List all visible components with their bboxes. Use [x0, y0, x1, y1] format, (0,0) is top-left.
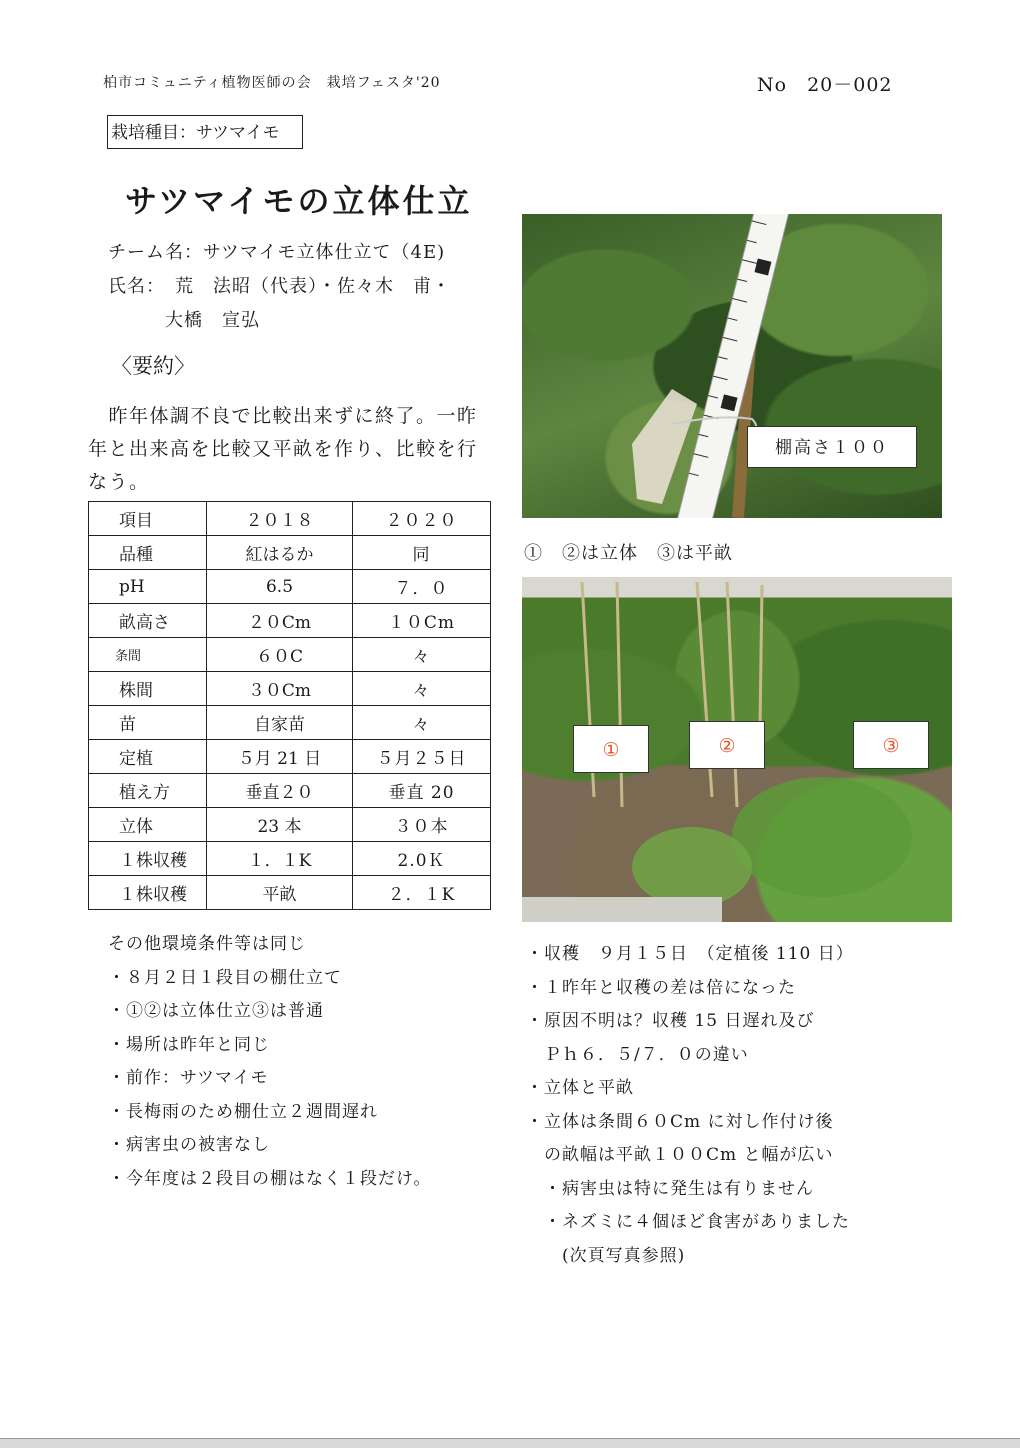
note-line: Ｐｈ６．５/７．０の違い: [526, 1044, 749, 1065]
note-line: ・１昨年と収穫の差は倍になった: [526, 977, 796, 998]
table-row: [89, 808, 491, 842]
plot-2-marker: ②: [689, 721, 765, 769]
table-cell: ７．０: [353, 570, 491, 604]
table-cell: 々: [353, 638, 491, 672]
table-cell: pH: [89, 570, 207, 604]
table-row: [89, 502, 491, 536]
table-cell: ２．１K: [353, 876, 491, 910]
note-line: ・長梅雨のため棚仕立２週間遅れ: [108, 1101, 378, 1122]
table-cell: ２０１８: [207, 502, 353, 536]
table-cell: 条間: [89, 638, 207, 672]
measuring-tape-illustration: [522, 214, 942, 518]
table-cell: １株収穫: [89, 842, 207, 876]
table-cell: 紅はるか: [207, 536, 353, 570]
table-row: [89, 706, 491, 740]
trellis-height-photo: [522, 214, 942, 518]
table-cell: ２０２０: [353, 502, 491, 536]
document-number: No 20－002: [757, 74, 893, 96]
table-row: [89, 876, 491, 910]
table-row: [89, 774, 491, 808]
note-line: その他環境条件等は同じ: [108, 934, 306, 954]
note-line: の畝幅は平畝１００Cm と幅が広い: [526, 1145, 834, 1165]
summary-heading: 〈要約〉: [111, 354, 195, 378]
member-names-cont: 大橋 宣弘: [165, 310, 260, 331]
table-cell: 々: [353, 706, 491, 740]
note-line: ・原因不明は？収穫 15 日遅れ及び: [526, 1011, 815, 1031]
note-line: ・立体と平畝: [526, 1078, 634, 1098]
table-cell: 23 本: [207, 808, 353, 842]
table-cell: 々: [353, 672, 491, 706]
table-cell: １株収穫: [89, 876, 207, 910]
table-cell: 植え方: [89, 774, 207, 808]
table-cell: ３０本: [353, 808, 491, 842]
table-cell: 2.0Ｋ: [353, 842, 491, 876]
table-row: [89, 536, 491, 570]
table-cell: 株間: [89, 672, 207, 706]
note-line: ・病害虫の被害なし: [108, 1135, 270, 1155]
table-cell: 6.5: [207, 570, 353, 604]
note-line: ・立体は条間６０Cm に対し作付け後: [526, 1111, 834, 1132]
note-line: ・病害虫は特に発生は有りません: [526, 1178, 814, 1199]
table-cell: 定植: [89, 740, 207, 774]
photo-caption: ① ②は立体 ③は平畝: [524, 543, 733, 564]
table-cell: 自家苗: [207, 706, 353, 740]
summary-text: [88, 400, 478, 499]
table-cell: ２０Cm: [207, 604, 353, 638]
note-line: ・前作：サツマイモ: [108, 1068, 269, 1088]
table-cell: 畝高さ: [89, 604, 207, 638]
plot-comparison-photo: [522, 577, 952, 922]
table-cell: 同: [353, 536, 491, 570]
note-line: ・①②は立体仕立③は普通: [108, 1001, 324, 1021]
team-name: チーム名：サツマイモ立体仕立て（4E): [108, 242, 446, 263]
note-line: ・８月２日１段目の棚仕立て: [108, 967, 342, 988]
table-row: [89, 638, 491, 672]
table-cell: 苗: [89, 706, 207, 740]
table-cell: １．１K: [207, 842, 353, 876]
summary-line: 年と出来高を比較又平畝を作り、比較を行: [88, 438, 478, 460]
table-cell: 平畝: [207, 876, 353, 910]
note-line: ・今年度は２段目の棚はなく１段だけ。: [108, 1168, 432, 1189]
summary-line: 昨年体調不良で比較出来ずに終了。一昨: [88, 405, 478, 427]
table-row: [89, 740, 491, 774]
plot-1-marker: ①: [573, 725, 649, 773]
crop-type-box: 栽培種目：サツマイモ: [107, 115, 303, 149]
plot-3-marker: ③: [853, 721, 929, 769]
table-cell: 垂直２０: [207, 774, 353, 808]
table-row: [89, 842, 491, 876]
harvest-notes: [526, 938, 854, 1273]
table-cell: ５月 21 日: [207, 740, 353, 774]
table-cell: 垂直 20: [353, 774, 491, 808]
trellis-height-label: 棚高さ１００: [747, 426, 917, 468]
note-line: (次頁写真参照): [526, 1245, 686, 1266]
member-names: 氏名： 荒 法昭（代表）・佐々木 甫・: [108, 276, 451, 297]
table-cell: ３０Cm: [207, 672, 353, 706]
conditions-notes: [108, 928, 431, 1196]
table-cell: 品種: [89, 536, 207, 570]
note-line: ・場所は昨年と同じ: [108, 1034, 270, 1055]
table-cell: 項目: [89, 502, 207, 536]
table-cell: ５月２５日: [353, 740, 491, 774]
table-row: [89, 604, 491, 638]
table-row: [89, 672, 491, 706]
table-cell: 立体: [89, 808, 207, 842]
page-title: サツマイモの立体仕立: [125, 182, 473, 220]
header-organization: 柏市コミュニティ植物医師の会 栽培フェスタ'20: [103, 75, 441, 91]
comparison-table: [88, 501, 491, 910]
table-cell: １０Cm: [353, 604, 491, 638]
table-cell: ６０C: [207, 638, 353, 672]
note-line: ・ネズミに４個ほど食害がありました: [526, 1212, 850, 1232]
summary-line: なう。: [88, 471, 150, 493]
note-line: ・収穫 ９月１５日 （定植後 110 日）: [526, 944, 854, 964]
table-row: [89, 570, 491, 604]
